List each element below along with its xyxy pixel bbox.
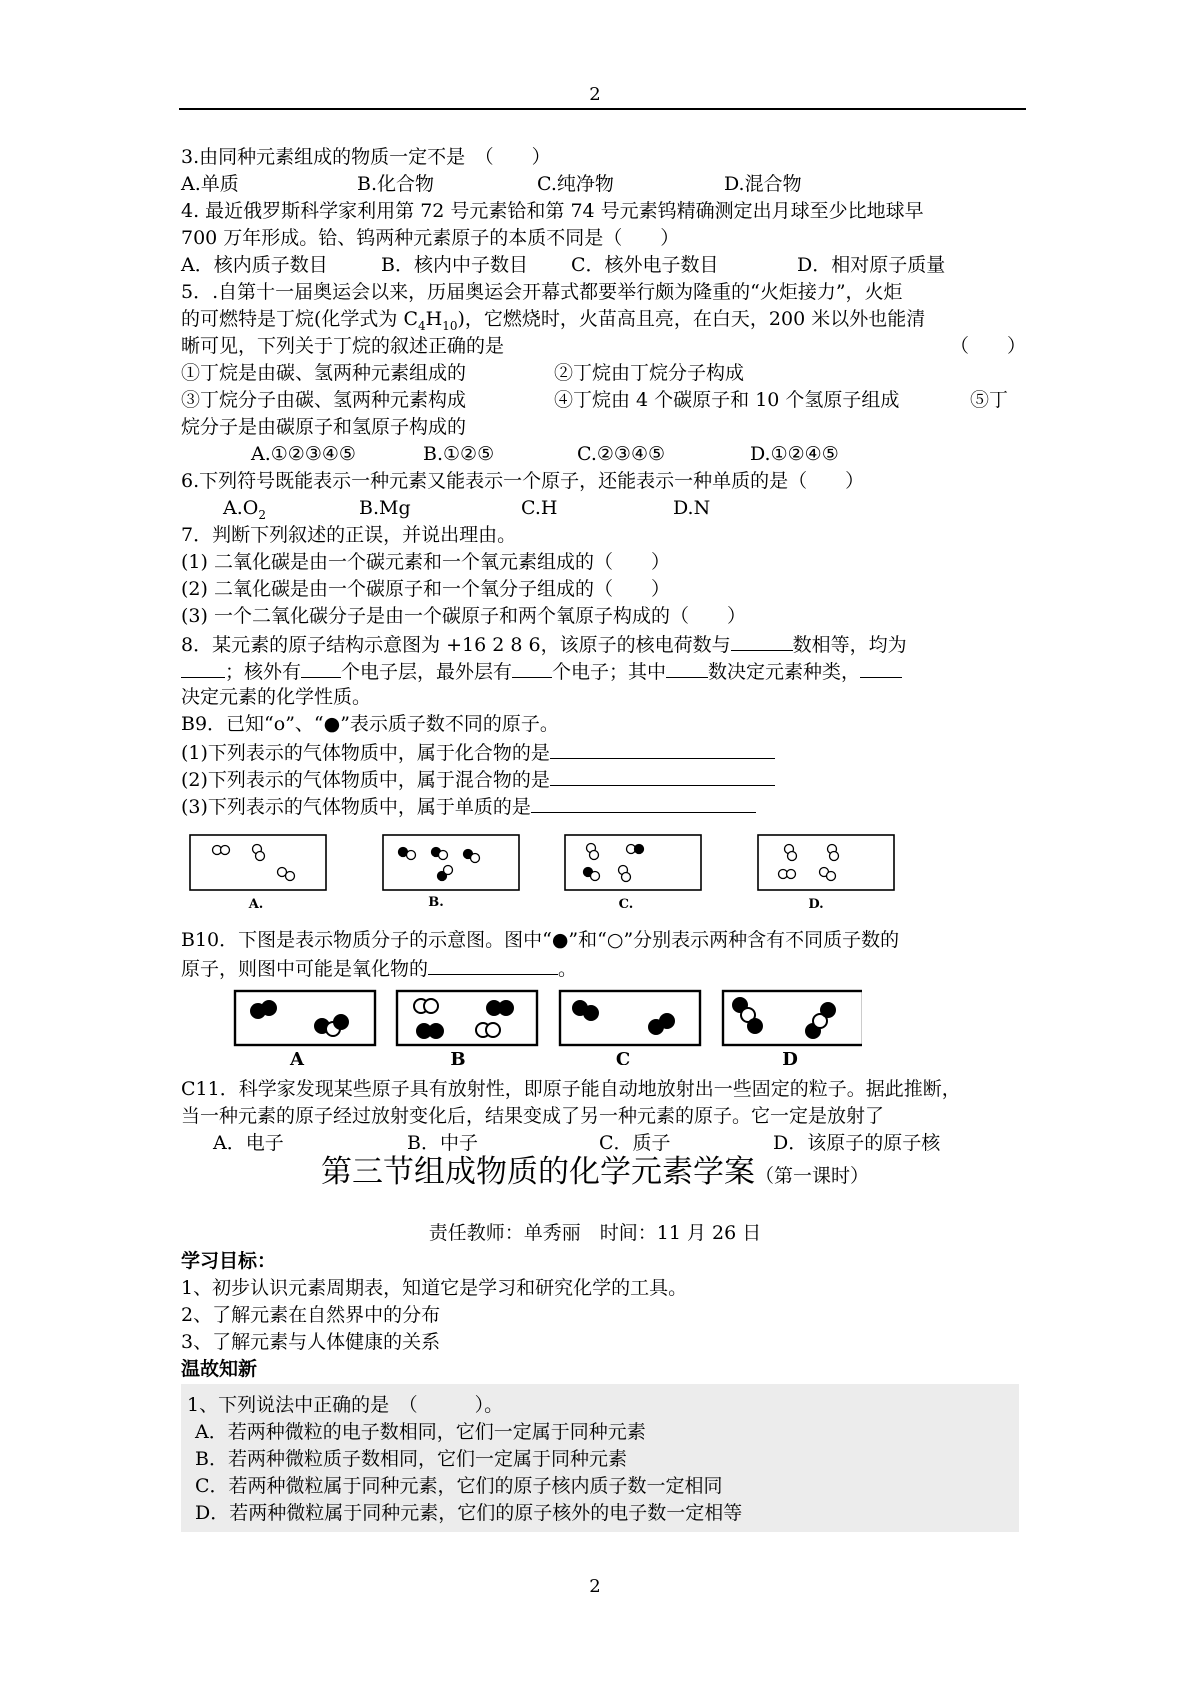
- q6-stem: 6.下列符号既能表示一种元素又能表示一个原子，还能表示一种单质的是（ ）: [181, 470, 865, 492]
- q8-text-4: 个电子层，最外层有: [341, 661, 513, 683]
- b9-box-d: [758, 835, 894, 890]
- q7-item-1: (1) 二氧化碳是由一个碳元素和一个氧元素组成的（ ）: [181, 551, 670, 573]
- b9-item-1: [181, 738, 775, 766]
- b10-stem-line1: B10．下图是表示物质分子的示意图。图中“●”和“○”分别表示两种含有不同质子数的: [181, 929, 900, 951]
- q4-option-c: C．核外电子数目: [571, 254, 719, 276]
- q4-stem-line2: 700 万年形成。铪、钨两种元素原子的本质不同是（ ）: [181, 227, 680, 249]
- header-rule: [179, 108, 1026, 110]
- b10-label-c: C: [615, 1049, 631, 1065]
- q8-line1: [181, 630, 907, 658]
- q5-statement-5-end: 烷分子是由碳原子和氢原子构成的: [181, 416, 467, 438]
- b9-box-a: [190, 835, 326, 890]
- q5-text-h: H: [425, 308, 443, 330]
- q5-stem-line3: 晰可见，下列关于丁烷的叙述正确的是: [181, 335, 505, 357]
- b10-molecule-figure: [232, 985, 862, 1065]
- q8-blank-3[interactable]: [301, 657, 341, 678]
- q5-text-rest: )，它燃烧时，火苗高且亮，在白天，200 米以外也能清: [457, 308, 926, 330]
- b9-blank-2[interactable]: [550, 765, 775, 786]
- b10-label-b: B: [450, 1049, 466, 1065]
- review-option-d: D．若两种微粒属于同种元素，它们的原子核外的电子数一定相等: [195, 1502, 743, 1524]
- c11-stem-line2: 当一种元素的原子经过放射变化后，结果变成了另一种元素的原子。它一定是放射了: [181, 1105, 885, 1127]
- q4-option-b: B．核内中子数目: [381, 254, 528, 276]
- q6-option-a-sub: 2: [258, 507, 266, 522]
- b9-item-3-text: (3)下列表示的气体物质中，属于单质的是: [181, 796, 531, 818]
- b9-item-2-text: (2)下列表示的气体物质中，属于混合物的是: [181, 769, 550, 791]
- goals-heading: 学习目标：: [181, 1250, 277, 1272]
- b9-label-d: D.: [808, 897, 824, 912]
- q5-answer-paren: （ ）: [950, 335, 1027, 357]
- q3-option-a: A.单质: [181, 173, 239, 195]
- q5-option-a: A.①②③④⑤: [251, 443, 356, 465]
- q6-option-a-text: A.O: [223, 497, 259, 519]
- b10-period: 。: [558, 958, 578, 980]
- c11-option-d: D．该原子的原子核: [773, 1132, 941, 1154]
- q4-stem-line1: 4. 最近俄罗斯科学家利用第 72 号元素铪和第 74 号元素钨精确测定出月球至少比地球早: [181, 200, 924, 222]
- q6-option-d: D.N: [673, 497, 711, 519]
- q5-statement-5-start: ⑤丁: [970, 389, 1009, 411]
- header-page-number: 2: [589, 84, 601, 105]
- b10-box-c: [560, 991, 700, 1045]
- q5-statement-1: ①丁烷是由碳、氢两种元素组成的: [181, 362, 467, 384]
- q3-option-c: C.纯净物: [537, 173, 614, 195]
- teacher-line: 责任教师：单秀丽 时间：11 月 26 日: [428, 1222, 762, 1244]
- b10-stem-line2: [181, 954, 577, 982]
- q5-option-b: B.①②⑤: [423, 443, 495, 465]
- footer-page-number: 2: [589, 1576, 601, 1597]
- q5-sub-10: 10: [442, 318, 458, 333]
- review-heading: 温故知新: [181, 1358, 258, 1380]
- q8-text-6: 数决定元素种类，: [708, 661, 861, 683]
- b9-label-a: A.: [248, 897, 264, 912]
- q5-statement-2: ②丁烷由丁烷分子构成: [554, 362, 745, 384]
- goal-item-3: 3、了解元素与人体健康的关系: [181, 1331, 441, 1353]
- b9-stem: B9．已知“o”、“●”表示质子数不同的原子。: [181, 713, 559, 735]
- b10-blank[interactable]: [428, 954, 558, 975]
- q8-text-2: 数相等，均为: [792, 634, 907, 656]
- b9-label-c: C.: [618, 897, 634, 912]
- q5-statement-4: ④丁烷由 4 个碳原子和 10 个氢原子组成: [554, 389, 900, 411]
- review-option-c: C．若两种微粒属于同种元素，它们的原子核内质子数一定相同: [195, 1475, 723, 1497]
- q8-line3: 决定元素的化学性质。: [181, 686, 372, 708]
- q5-option-d: D.①②④⑤: [750, 443, 839, 465]
- q8-blank-4[interactable]: [512, 657, 552, 678]
- q7-stem: 7．判断下列叙述的正误，并说出理由。: [181, 524, 517, 546]
- q8-blank-5[interactable]: [666, 657, 708, 678]
- q8-text-5: 个电子；其中: [552, 661, 667, 683]
- q8-blank-1[interactable]: [731, 630, 793, 651]
- q6-option-b: B.Mg: [359, 497, 411, 519]
- b9-label-b: B.: [428, 895, 444, 910]
- goal-item-2: 2、了解元素在自然界中的分布: [181, 1304, 441, 1326]
- b10-label-a: A: [290, 1049, 304, 1065]
- b9-item-1-text: (1)下列表示的气体物质中，属于化合物的是: [181, 742, 550, 764]
- q8-text-1: 8．某元素的原子结构示意图为 +16 2 8 6，该原子的核电荷数与: [181, 634, 731, 656]
- b9-item-2: [181, 765, 775, 793]
- q4-option-a: A．核内质子数目: [181, 254, 328, 276]
- q3-stem: 3.由同种元素组成的物质一定不是 （ ）: [181, 146, 551, 168]
- c11-option-a: A．电子: [213, 1132, 284, 1154]
- b9-item-3: [181, 792, 756, 820]
- section-title: [0, 1152, 1190, 1196]
- review-option-a: A．若两种微粒的电子数相同，它们一定属于同种元素: [195, 1421, 646, 1443]
- q7-item-2: (2) 二氧化碳是由一个碳原子和一个氧分子组成的（ ）: [181, 578, 670, 600]
- b10-label-d: D: [782, 1049, 798, 1065]
- q8-line2: [181, 657, 902, 685]
- q8-text-3: ；核外有: [225, 661, 302, 683]
- q3-option-b: B.化合物: [357, 173, 435, 195]
- q8-blank-6[interactable]: [860, 657, 902, 678]
- b10-text: 原子，则图中可能是氧化物的: [181, 958, 429, 980]
- q3-option-d: D.混合物: [724, 173, 802, 195]
- q4-option-d: D．相对原子质量: [797, 254, 946, 276]
- b9-box-b: [383, 835, 519, 890]
- b9-blank-3[interactable]: [531, 792, 756, 813]
- c11-option-c: C．质子: [599, 1132, 671, 1154]
- q5-sub-4: 4: [418, 318, 426, 333]
- c11-option-b: B．中子: [407, 1132, 478, 1154]
- section-title-sub: （第一课时）: [754, 1165, 869, 1187]
- section-title-main: 第三节组成物质的化学元素学案: [320, 1154, 755, 1190]
- q7-item-3: (3) 一个二氧化碳分子是由一个碳原子和两个氧原子构成的（ ）: [181, 605, 746, 627]
- c11-stem-line1: C11．科学家发现某些原子具有放射性，即原子能自动地放射出一些固定的粒子。据此推断，: [181, 1078, 961, 1100]
- b9-blank-1[interactable]: [550, 738, 775, 759]
- q8-blank-2[interactable]: [181, 657, 225, 678]
- review-option-b: B．若两种微粒质子数相同，它们一定属于同种元素: [195, 1448, 627, 1470]
- q5-text: 的可燃特是丁烷(化学式为 C: [181, 308, 418, 330]
- q5-stem-line1: 5．.自第十一届奥运会以来，历届奥运会开幕式都要举行颇为隆重的“火炬接力”，火炬: [181, 281, 903, 303]
- review-stem: 1、下列说法中正确的是 （ ）。: [187, 1394, 504, 1416]
- q5-statement-3: ③丁烷分子由碳、氢两种元素构成: [181, 389, 467, 411]
- goal-item-1: 1、初步认识元素周期表，知道它是学习和研究化学的工具。: [181, 1277, 688, 1299]
- b9-box-c: [565, 835, 701, 890]
- q6-option-c: C.H: [521, 497, 558, 519]
- b9-molecule-figure: [186, 832, 906, 912]
- q5-option-c: C.②③④⑤: [577, 443, 666, 465]
